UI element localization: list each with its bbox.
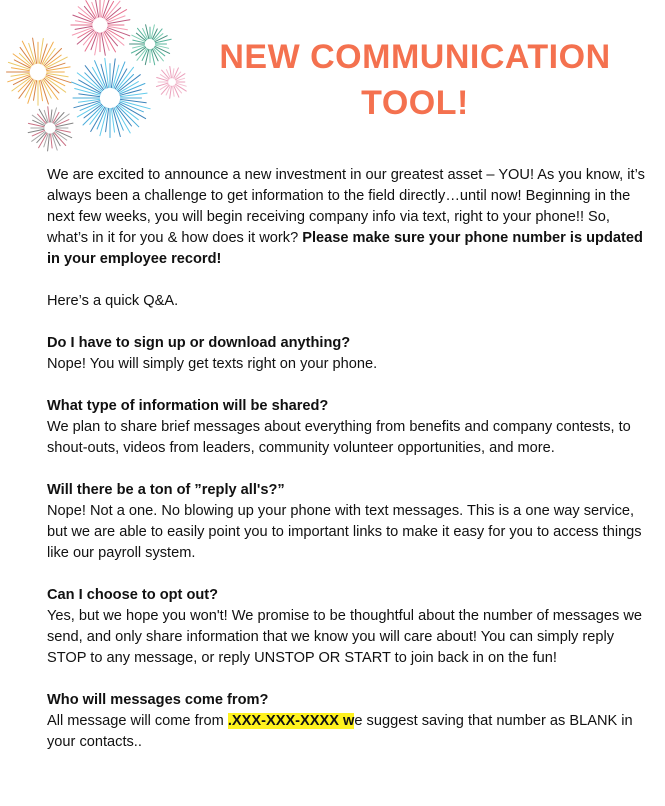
answer-2: We plan to share brief messages about everything from benefits and company contests, to shout-outs, videos from leaders, community volunteer opportunities, and more. xyxy=(47,419,631,456)
answer-3: Nope! Not a one. No blowing up your phone with text messages. This is a one way service, but we are able to easily point you to important links to make it easy for you to access things like our payroll system. xyxy=(47,503,642,561)
question-2: What type of information will be shared? xyxy=(47,398,329,414)
question-5: Who will messages come from? xyxy=(47,692,269,708)
firework-spark xyxy=(105,58,109,87)
firework-spark xyxy=(108,20,130,24)
firework-spark xyxy=(170,67,172,78)
answer-5-after: e suggest saving that number as BLANK in your contacts.. xyxy=(47,713,633,750)
intro-paragraph xyxy=(47,165,647,270)
answer-4: Yes, but we hope you won't! We promise to be thoughtful about the number of messages we send, and only share information that we know you will care about! You can simply reply STOP to any message, or reply UNSTOP OR START to join back in on the fun! xyxy=(47,608,643,666)
firework-spark xyxy=(85,73,103,91)
firework-spark xyxy=(48,134,50,151)
firework-spark xyxy=(39,39,43,64)
question-3: Will there be a ton of ”reply all's?” xyxy=(47,482,285,498)
firework-spark xyxy=(101,33,105,55)
page-title: NEW COMMUNICATION TOOL! xyxy=(219,38,611,122)
firework-spark xyxy=(51,134,53,148)
firework-spark xyxy=(48,107,50,122)
firework-spark xyxy=(95,33,99,55)
answer-5-before: All message will come from xyxy=(47,713,228,729)
firework-spark xyxy=(173,86,175,96)
question-4: Can I choose to opt out? xyxy=(47,587,219,603)
intro-bold-notice: Please make sure your phone number is updated in your employee record! xyxy=(47,230,643,267)
firework-spark xyxy=(166,86,170,95)
fireworks-illustration xyxy=(0,0,200,155)
firework-spark xyxy=(111,59,115,88)
firework-spark xyxy=(117,75,133,91)
document-body xyxy=(47,165,647,753)
firework-spark xyxy=(51,110,52,122)
firework-spark xyxy=(56,123,73,127)
firework-spark xyxy=(113,108,121,136)
answer-5 xyxy=(47,711,647,753)
firework-spark xyxy=(173,69,174,78)
firework-spark xyxy=(33,38,37,63)
firework-spark xyxy=(170,86,172,98)
firework-spark xyxy=(47,67,71,71)
highlighted-phone-number: .XXX-XXX-XXXX w xyxy=(227,713,355,729)
firework-spark xyxy=(120,101,150,109)
qa-intro: Here’s a quick Q&A. xyxy=(47,293,179,309)
answer-1: Nope! You will simply get texts right on your phone. xyxy=(47,356,378,372)
question-1: Do I have to sign up or download anything? xyxy=(47,335,351,351)
intro-text: We are excited to announce a new investment in our greatest asset – YOU! As you know, it’s always been a challenge to get information to the field directly…until now! Beginning in the next few weeks, you will begin receiving company info via text, right to your phone!! So, what’s in it for you & how does it work? xyxy=(47,167,645,246)
